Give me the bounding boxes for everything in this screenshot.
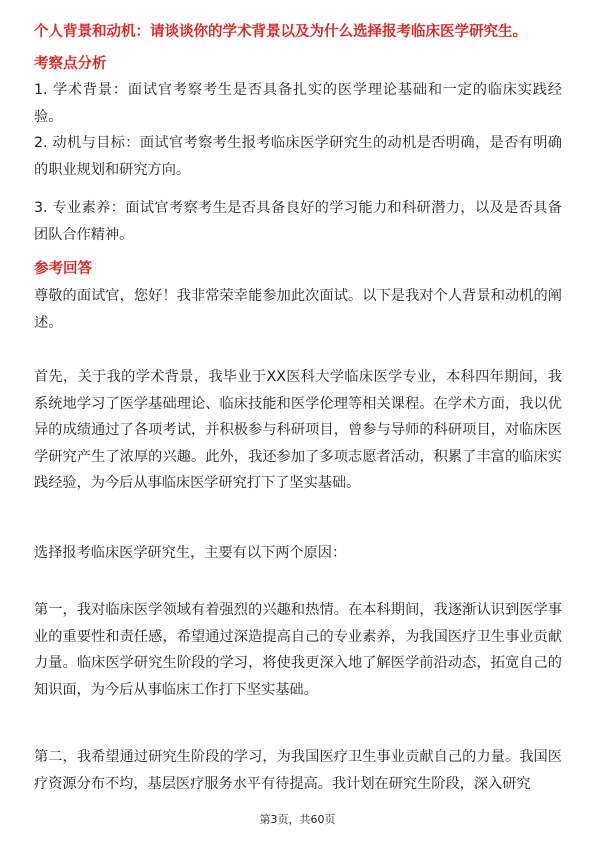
page-number: 第3页，共60页 — [259, 813, 336, 826]
answer-paragraph: 第二，我希望通过研究生阶段的学习，为我国医疗卫生事业贡献自己的力量。我国医疗资源分布不均，基层医疗服务水平有待提高。我计划在研究生阶段，深入研究 — [34, 749, 562, 792]
answer-paragraph: 首先，关于我的学术背景，我毕业于XX医科大学临床医学专业，本科四年期间，我系统地学习了医学基础理论、临床技能和医学伦理等相关课程。在学术方面，我以优异的成绩通过了各项考试，并积极参与科研项目，曾参与导师的科研项目，对临床医学研究产生了浓厚的兴趣。此外，我还参加了多项志愿者活动，积累了丰富的临床实践经验，为今后从事临床医学研究打下了坚实基础。 — [34, 369, 562, 491]
answer-title: 参考回答 — [34, 261, 92, 277]
analysis-item: 2. 动机与目标：面试官考察考生报考临床医学研究生的动机是否明确，是否有明确的职业规划和研究方向。 — [34, 135, 562, 178]
analysis-item: 3. 专业素养：面试官考察考生是否具备良好的学习能力和科研潜力，以及是否具备团队合作精神。 — [34, 200, 562, 243]
question-heading: 个人背景和动机：请谈谈你的学术背景以及为什么选择报考临床医学研究生。 — [34, 24, 527, 40]
analysis-item: 1. 学术背景：面试官考察考生是否具备扎实的医学理论基础和一定的临床实践经验。 — [34, 82, 562, 125]
answer-paragraph: 尊敬的面试官，您好！我非常荣幸能参加此次面试。以下是我对个人背景和动机的阐述。 — [34, 288, 562, 331]
analysis-title: 考察点分析 — [34, 56, 107, 72]
answer-paragraph: 第一，我对临床医学领域有着强烈的兴趣和热情。在本科期间，我逐渐认识到医学事业的重要性和责任感，希望通过深造提高自己的专业素养，为我国医疗卫生事业贡献力量。临床医学研究生阶段的学习，将使我更深入地了解医学前沿动态，拓宽自己的知识面，为今后从事临床工作打下坚实基础。 — [34, 602, 562, 698]
answer-paragraph: 选择报考临床医学研究生，主要有以下两个原因： — [34, 545, 347, 561]
